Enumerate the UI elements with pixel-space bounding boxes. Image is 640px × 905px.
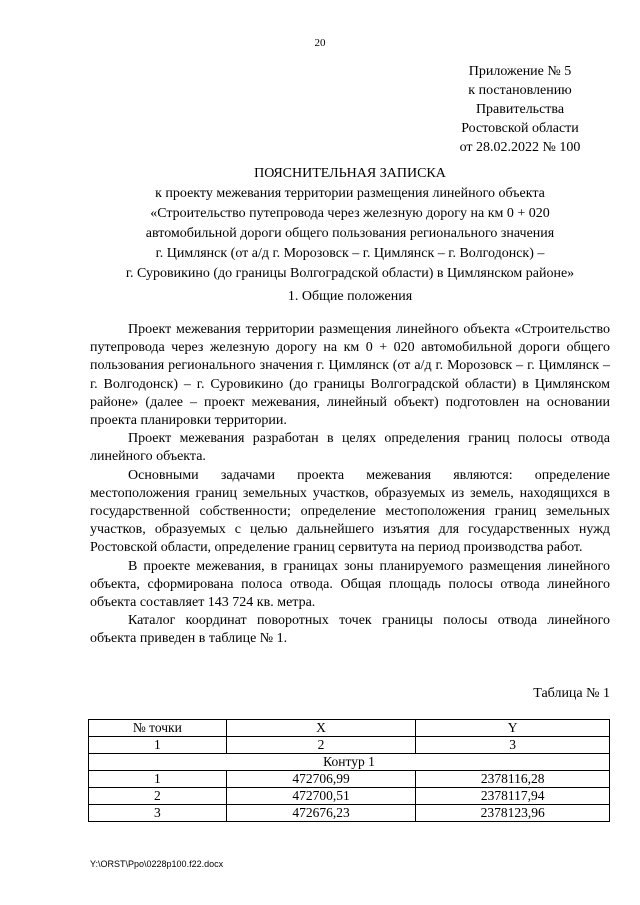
title-line: к проекту межевания территории размещения линейного объекта: [155, 186, 545, 201]
header-cell: Y: [416, 720, 610, 737]
appendix-block: [440, 62, 600, 157]
y-coordinate-cell: 2378117,94: [416, 788, 610, 805]
table-row: [89, 771, 610, 788]
document-title: [90, 164, 610, 284]
title-line: автомобильной дороги общего пользования регионального значения: [145, 226, 555, 241]
title-line: г. Суровикино (до границы Волгоградской области) в Цимлянском районе»: [125, 266, 575, 281]
column-number-cell: 1: [89, 737, 227, 754]
x-coordinate-cell: 472700,51: [226, 788, 416, 805]
x-coordinate-cell: 472706,99: [226, 771, 416, 788]
paragraph: Каталог координат поворотных точек границы полосы отвода линейного объекта приведен в таблице № 1.: [90, 613, 610, 647]
title-line: «Строительство путепровода через железную дорогу на км 0 + 020: [150, 206, 550, 221]
point-number-cell: 2: [89, 788, 227, 805]
column-number-cell: 2: [226, 737, 416, 754]
title-line: г. Цимлянск (от а/д г. Морозовск – г. Цимлянск – г. Волгодонск) –: [155, 246, 545, 261]
header-cell: № точки: [89, 720, 227, 737]
file-path-footer: Y:\ORST\Ppo\0228p100.f22.docx: [90, 859, 224, 869]
group-row: [89, 754, 610, 771]
appendix-line: Правительства: [475, 102, 565, 117]
group-label: Контур 1: [89, 754, 610, 771]
appendix-line: Ростовской области: [461, 121, 579, 136]
header-cell: X: [226, 720, 416, 737]
paragraph: Проект межевания территории размещения линейного объекта «Строительство путепровода через железную дорогу на км 0 + 020 автомобильной дороги общего пользования регионального значения г. Цимлянск (от а/д г. Морозовск – г. Цимлянск – г. Волгодонск) – г. Суровикино (до границы Волгоградской области) в Цимлянском районе» (далее – проект межевания, линейный объект) подготовлен на основании проекта планировки территории.: [90, 322, 610, 429]
table-caption: Таблица № 1: [533, 686, 610, 701]
title-line: ПОЯСНИТЕЛЬНАЯ ЗАПИСКА: [254, 166, 446, 181]
column-number-cell: 3: [416, 737, 610, 754]
coordinates-table: [88, 719, 610, 822]
paragraph: В проекте межевания, в границах зоны планируемого размещения линейного объекта, сформирована полоса отвода. Общая площадь полосы отвода линейного объекта составляет 143 724 кв. метра.: [90, 558, 610, 611]
body-text: [90, 321, 610, 649]
paragraph: Проект межевания разработан в целях определения границ полосы отвода линейного объекта.: [90, 431, 610, 465]
appendix-line: Приложение № 5: [468, 64, 572, 79]
appendix-line: к постановлению: [468, 83, 572, 98]
y-coordinate-cell: 2378116,28: [416, 771, 610, 788]
x-coordinate-cell: 472676,23: [226, 805, 416, 822]
y-coordinate-cell: 2378123,96: [416, 805, 610, 822]
page-number: 20: [314, 37, 326, 49]
table-row: [89, 788, 610, 805]
point-number-cell: 1: [89, 771, 227, 788]
table-row: [89, 805, 610, 822]
table-header-row: [89, 720, 610, 737]
section-heading: 1. Общие положения: [287, 289, 413, 304]
paragraph: Основными задачами проекта межевания являются: определение местоположения границ земельных участков, образуемых из земель, находящихся в государственной собственности; определение местоположения границ земельных участков, образуемых с целью дальнейшего изъятия для государственных нужд Ростовской области, определение границ сервитута на период производства работ.: [90, 467, 610, 556]
appendix-line: от 28.02.2022 № 100: [459, 140, 581, 155]
point-number-cell: 3: [89, 805, 227, 822]
column-number-row: [89, 737, 610, 754]
